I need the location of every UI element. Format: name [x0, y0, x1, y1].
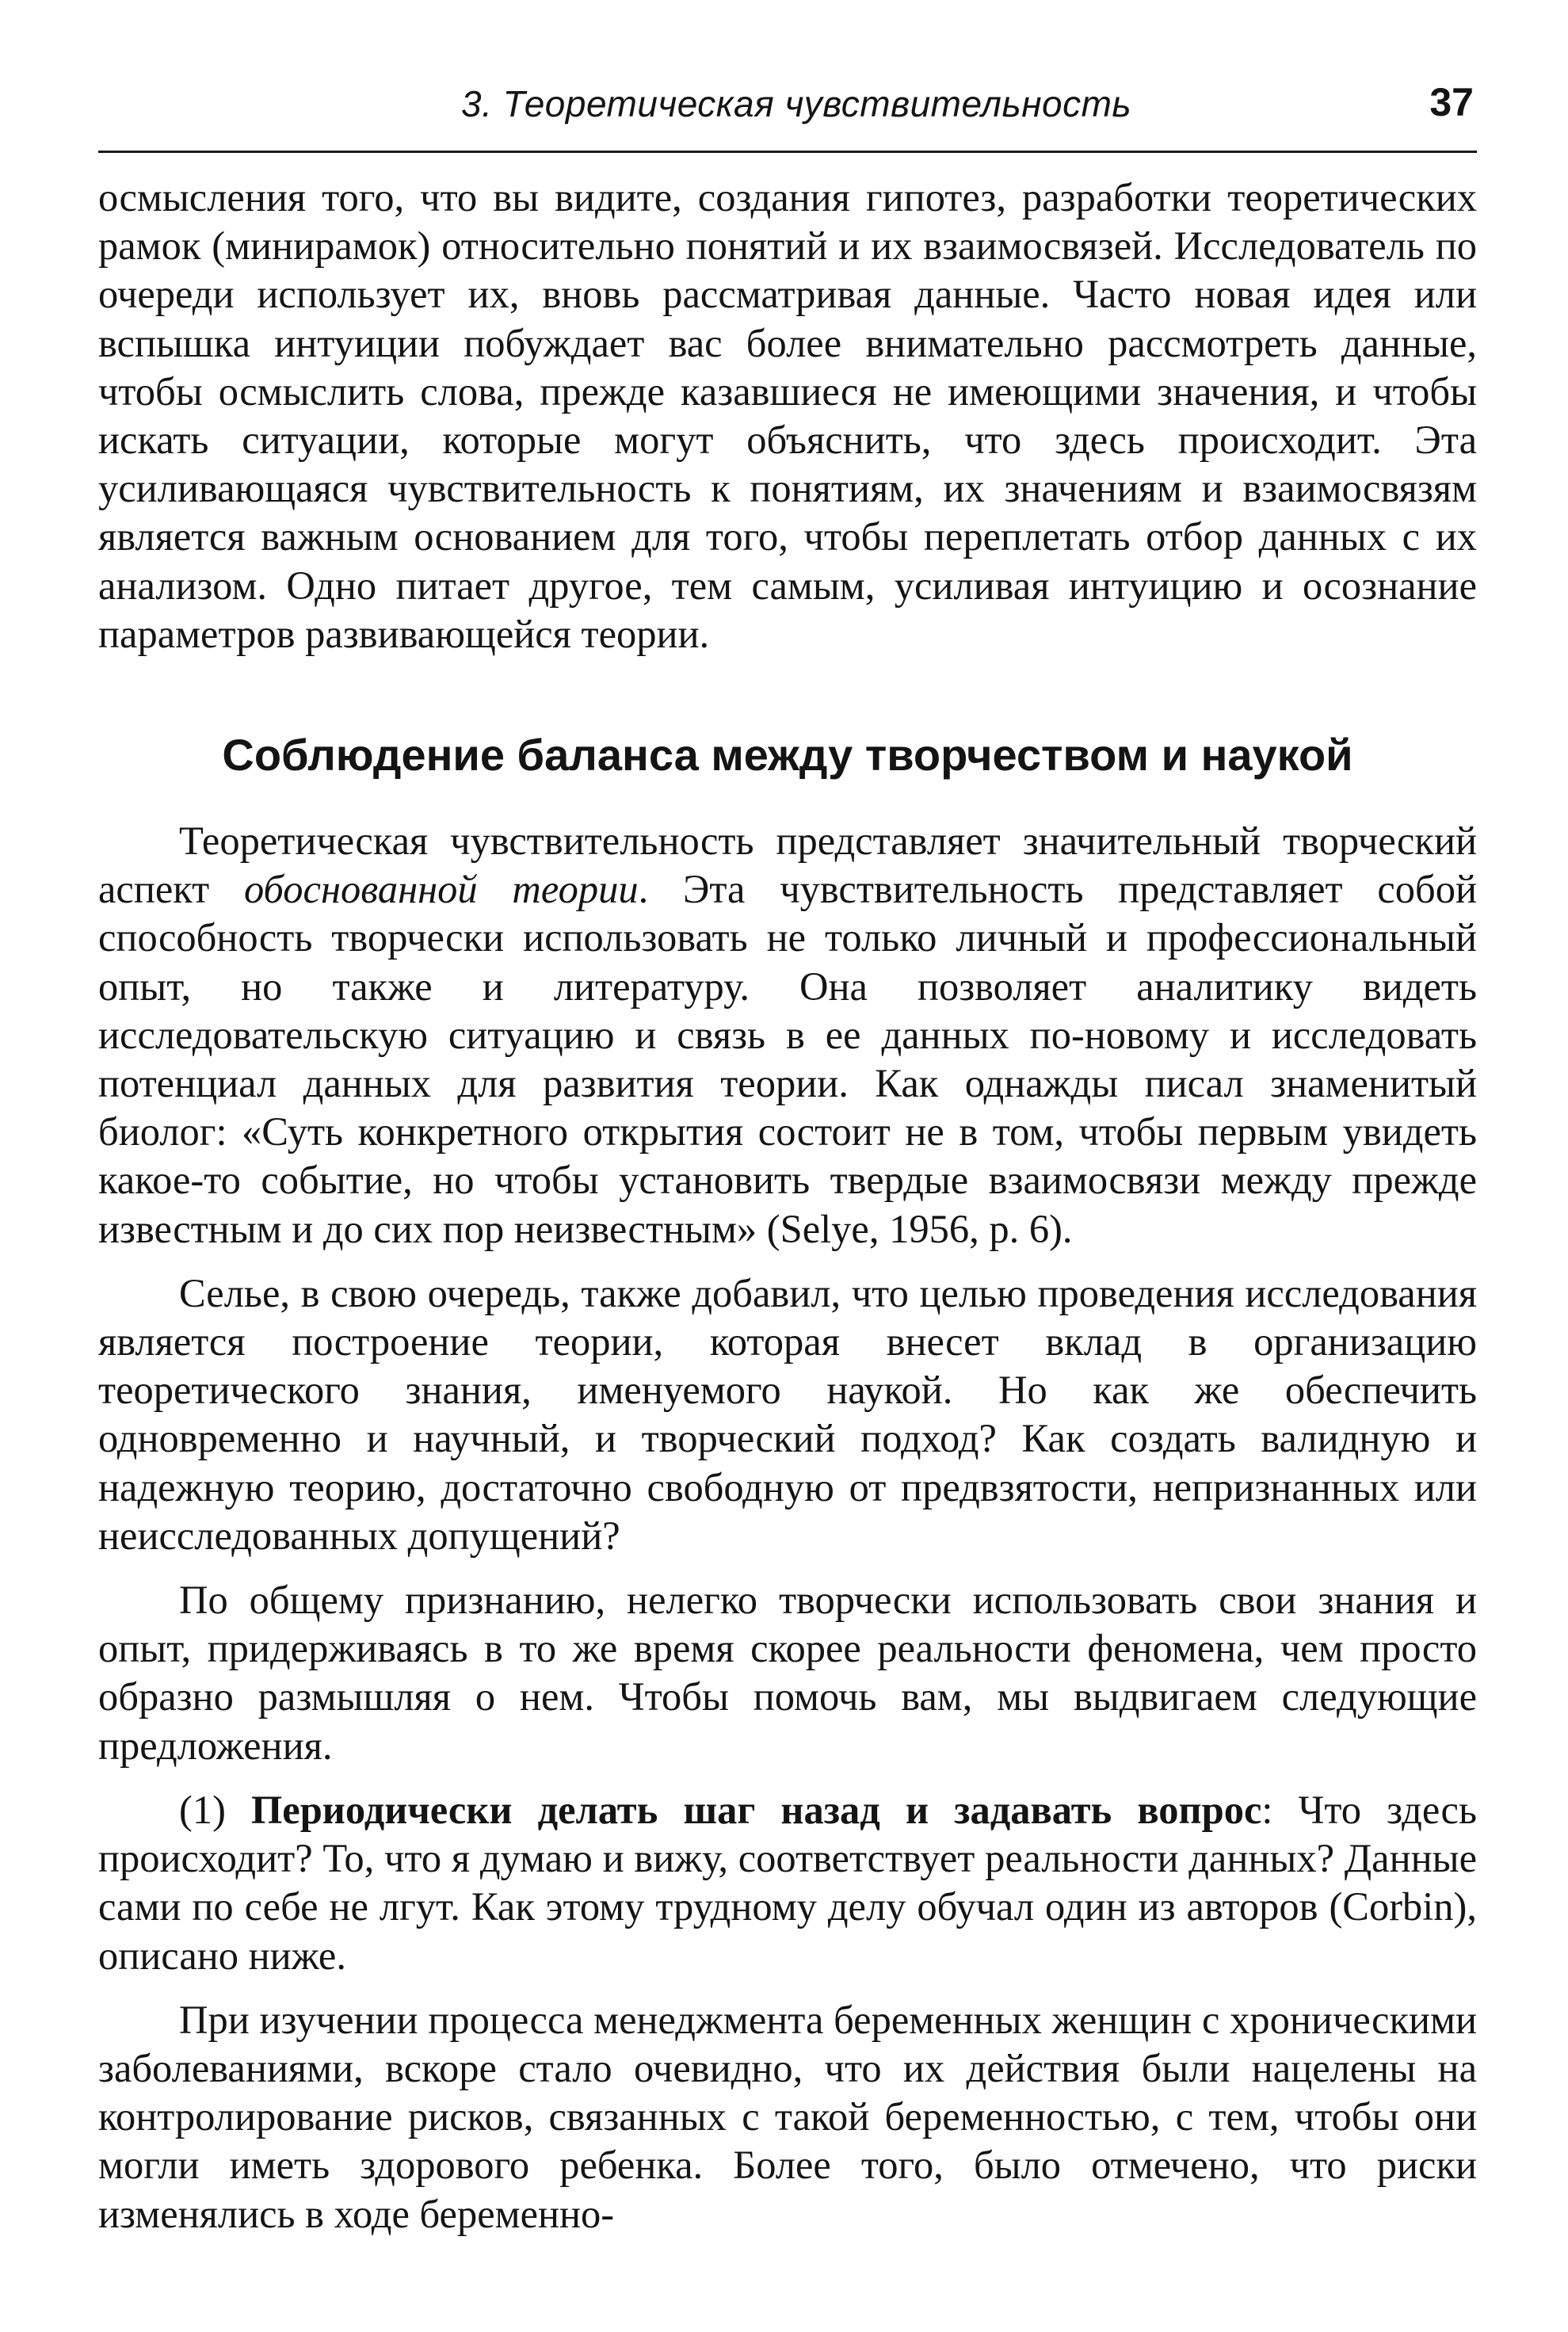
paragraph-4: По общему признанию, нелегко творчески использовать свои знания и опыт, придерживаясь в то же время скорее реальности феномена, чем просто образно размышляя о нем. Чтобы помочь вам, мы выдвигаем следующие предложения.	[98, 1578, 1477, 1768]
paragraph-2-start: Теоретическая чувствительность представляет значительный творческий аспект	[98, 819, 1477, 912]
grounded-theory-term: обоснованной теории	[243, 867, 639, 912]
chapter-title: 3. Теоретическая чувствительность	[461, 83, 1132, 124]
list-number: (1)	[179, 1787, 252, 1832]
section-heading: Соблюдение баланса между творчеством и наукой	[222, 730, 1353, 781]
paragraph-6: При изучении процесса менеджмента беременных женщин с хроническими заболеваниями, вскоре стало очевидно, что их действия были нацелены на контролирование рисков, связанных с такой беременностью, с тем, чтобы они могли иметь здорового ребенка. Более того, было отмечено, что риски изменялись в ходе беременно-	[98, 1997, 1477, 2236]
paragraph-2-end: . Эта чувствительность представляет собой способность творчески использовать не только личный и профессиональный опыт, но также и литературу. Она позволяет аналитику видеть исследовательскую ситуацию и связь в ее данных по-новому и исследовать потенциал данных для развития теории. Как однажды писал знаменитый биолог: «Суть конкретного открытия состоит не в том, чтобы первым увидеть какое-то событие, но чтобы установить твердые взаимосвязи между прежде известным и до сих пор неизвестным» (Selye, 1956, p. 6).	[98, 867, 1477, 1251]
paragraph-2	[98, 817, 1477, 1254]
page-number: 37	[1429, 80, 1474, 124]
paragraph-1: осмысления того, что вы видите, создания гипотез, разработки теоретических рамок (минирамок) относительно понятий и их взаимосвязей. Исследователь по очереди использует их, вновь рассматривая данные. Часто новая идея или вспышка интуиции побуждает вас более внимательно рассмотреть данные, чтобы осмыслить слова, прежде казавшиеся не имеющими значения, и чтобы искать ситуации, которые могут объяснить, что здесь происходит. Эта усиливающаяся чувствительность к понятиям, их значениям и взаимосвязям является важным основанием для того, чтобы переплетать отбор данных с их анализом. Одно питает другое, тем самым, усиливая интуицию и осознание параметров развивающейся теории.	[98, 175, 1477, 656]
main-text	[98, 174, 1477, 2238]
running-header	[98, 71, 1477, 153]
book-page	[98, 71, 1477, 2238]
recommendation-heading: Периодически делать шаг назад и задавать вопрос	[251, 1787, 1262, 1832]
paragraph-5-rest: : Что здесь происходит? То, что я думаю и вижу, соответствует реальности данных? Данные сами по себе не лгут. Как этому трудному делу обучал один из авторов (Corbin), описано ниже.	[98, 1787, 1477, 1978]
paragraph-3: Селье, в свою очередь, также добавил, что целью проведения исследования является построение теории, которая внесет вклад в организацию теоретического знания, именуемого наукой. Но как же обеспечить одновременно и научный, и творческий подход? Как создать валидную и надежную теорию, достаточно свободную от предвзятости, непризнанных или неисследованных допущений?	[98, 1270, 1477, 1558]
paragraph-5	[98, 1786, 1477, 1980]
